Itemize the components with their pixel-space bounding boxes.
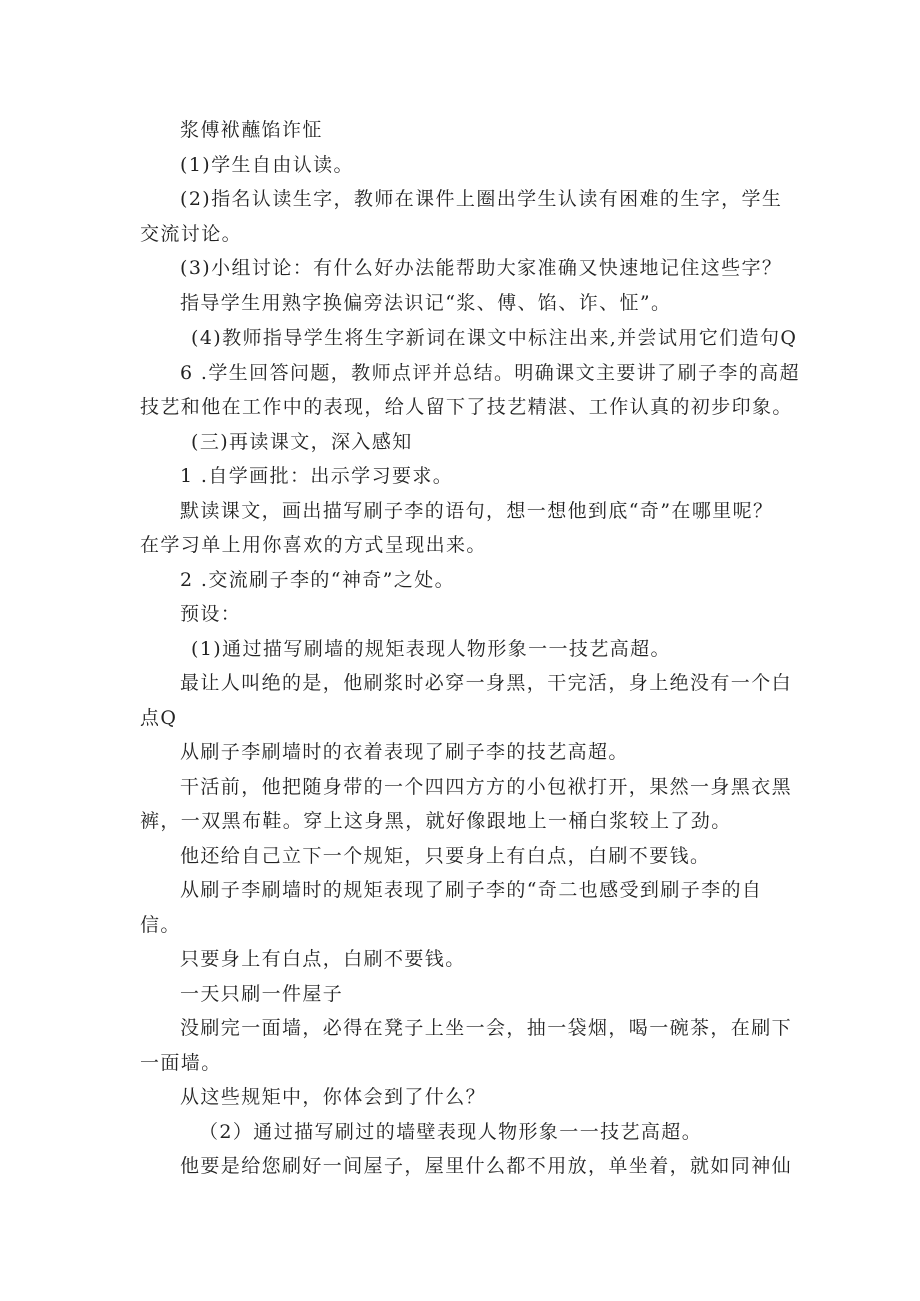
text-line: (4)教师指导学生将生字新词在课文中标注出来,并尝试用它们造句Q	[191, 327, 798, 349]
text-line: 6 .学生回答问题，教师点评并总结。明确课文主要讲了刷子李的高超	[180, 362, 800, 384]
text-line: （2）通过描写刷过的墙壁表现人物形象一一技艺高超。	[199, 1121, 703, 1143]
text-line: 交流讨论。	[140, 223, 243, 245]
text-line: 点Q	[140, 707, 178, 729]
text-line: 裤，一双黑布鞋。穿上这身黑，就好像跟地上一桶白浆较上了劲。	[140, 810, 732, 832]
text-line: 最让人叫绝的是，他刷浆时必穿一身黑，干完活，身上绝没有一个白	[180, 672, 793, 694]
text-line: (1)通过描写刷墙的规矩表现人物形象一一技艺高超。	[191, 638, 671, 660]
text-line: 信。	[140, 914, 181, 936]
text-line: 一天只刷一件屋子	[180, 983, 344, 1005]
text-line: 从刷子李刷墙时的规矩表现了刷子李的“奇二也感受到刷子李的自	[180, 879, 763, 901]
text-line: 1 .自学画批：出示学习要求。	[180, 465, 454, 487]
text-line: (三)再读课文，深入感知	[191, 431, 413, 453]
text-line: (1)学生自由认读。	[180, 154, 354, 176]
text-line: 干活前，他把随身带的一个四四方方的小包袱打开，果然一身黑衣黑	[180, 776, 793, 798]
text-line: 技艺和他在工作中的表现，给人留下了技艺精湛、工作认真的初步印象。	[140, 396, 793, 418]
text-line: 指导学生用熟字换偏旁法识记“浆、傅、馅、诈、怔”。	[180, 292, 672, 314]
text-line: 他要是给您刷好一间屋子，屋里什么都不用放，单坐着，就如同神仙	[180, 1155, 793, 1177]
text-line: 浆傅袱蘸馅诈怔	[180, 119, 323, 141]
text-line: 只要身上有白点，白刷不要钱。	[180, 948, 466, 970]
text-line: 从这些规矩中，你体会到了什么？	[180, 1086, 487, 1108]
text-line: 预设：	[180, 603, 242, 625]
text-line: 默读课文，画出描写刷子李的语句，想一想他到底“奇”在哪里呢？	[180, 500, 774, 522]
text-line: 在学习单上用你喜欢的方式呈现出来。	[140, 534, 487, 556]
text-line: 一面墙。	[140, 1052, 222, 1074]
text-line: 没刷完一面墙，必得在凳子上坐一会，抽一袋烟，喝一碗茶，在刷下	[180, 1017, 793, 1039]
text-line: (3)小组讨论：有什么好办法能帮助大家准确又快速地记住这些字？	[180, 257, 783, 279]
text-line: 从刷子李刷墙时的衣着表现了刷子李的技艺高超。	[180, 741, 629, 763]
text-line: (2)指名认读生字，教师在课件上圈出学生认读有困难的生字，学生	[180, 188, 783, 210]
text-line: 2 .交流刷子李的“神奇”之处。	[180, 569, 455, 591]
text-line: 他还给自己立下一个规矩，只要身上有白点，白刷不要钱。	[180, 845, 711, 867]
